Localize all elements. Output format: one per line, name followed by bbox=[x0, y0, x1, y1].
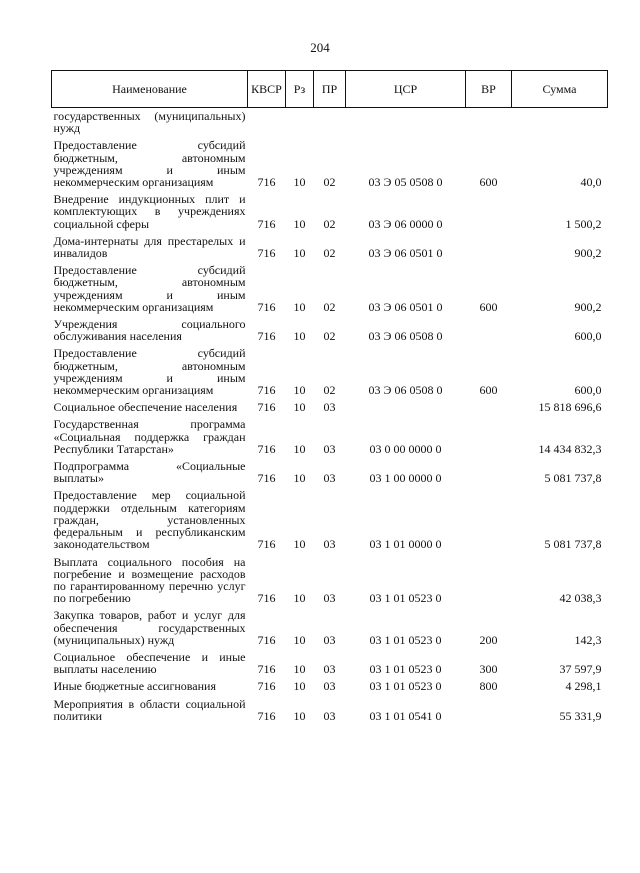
cell-sum: 14 434 832,3 bbox=[538, 441, 602, 456]
budget-table bbox=[51, 70, 608, 725]
cell-pr: 03 bbox=[323, 471, 336, 486]
cell-kvsr: 716 bbox=[257, 537, 276, 552]
cell-rz: 10 bbox=[293, 299, 306, 314]
cell-kvsr: 716 bbox=[257, 679, 276, 694]
cell-rz: 10 bbox=[293, 662, 306, 677]
cell-pr: 03 bbox=[323, 662, 336, 677]
cell-name: Социальное обеспечение и иные выплаты населению bbox=[53, 649, 246, 677]
cell-csr: 03 Э 06 0508 0 bbox=[368, 329, 443, 344]
cell-name: Предоставление мер социальной поддержки отдельным категориям граждан, установленных федеральным и республиканским законодательством bbox=[53, 488, 246, 552]
cell-name: Предоставление субсидий бюджетным, автономным учреждениям и иным некоммерческим организациям bbox=[53, 138, 246, 190]
cell-name: Дома-интернаты для престарелых и инвалидов bbox=[53, 233, 246, 261]
header-rz: Рз bbox=[286, 71, 314, 108]
cell-sum: 37 597,9 bbox=[559, 662, 602, 677]
cell-csr: 03 1 01 0541 0 bbox=[369, 708, 442, 723]
cell-rz: 10 bbox=[293, 175, 306, 190]
table-row bbox=[52, 316, 608, 345]
cell-pr: 02 bbox=[323, 299, 336, 314]
header-name: Наименование bbox=[52, 71, 248, 108]
cell-rz: 10 bbox=[293, 708, 306, 723]
table-row bbox=[52, 345, 608, 399]
cell-vr bbox=[466, 554, 512, 608]
table-row bbox=[52, 262, 608, 316]
header-vr: ВР bbox=[466, 71, 512, 108]
cell-sum: 15 818 696,6 bbox=[538, 400, 602, 415]
cell-rz: 10 bbox=[293, 591, 306, 606]
cell-pr: 02 bbox=[323, 175, 336, 190]
cell-name: государственных (муниципальных) нужд bbox=[53, 109, 246, 136]
table-row bbox=[52, 649, 608, 678]
cell-name: Государственная программа «Социальная поддержка граждан Республики Татарстан» bbox=[53, 417, 246, 456]
cell-csr: 03 Э 06 0508 0 bbox=[368, 383, 443, 398]
cell-sum: 40,0 bbox=[580, 175, 602, 190]
cell-vr: 600 bbox=[479, 383, 498, 398]
cell-csr: 03 1 01 0523 0 bbox=[369, 632, 442, 647]
cell-name: Иные бюджетные ассигнования bbox=[53, 679, 216, 694]
cell-rz: 10 bbox=[293, 632, 306, 647]
table-row bbox=[52, 233, 608, 262]
cell-kvsr: 716 bbox=[257, 471, 276, 486]
header-pr: ПР bbox=[314, 71, 346, 108]
cell-vr bbox=[466, 233, 512, 262]
table-row bbox=[52, 458, 608, 487]
cell-sum: 5 081 737,8 bbox=[544, 471, 602, 486]
cell-sum: 4 298,1 bbox=[565, 679, 602, 694]
cell-kvsr: 716 bbox=[257, 662, 276, 677]
header-kvsr: КВСР bbox=[248, 71, 286, 108]
table-row bbox=[52, 696, 608, 725]
cell-pr: 02 bbox=[323, 329, 336, 344]
cell-csr bbox=[346, 399, 466, 416]
cell-pr: 03 bbox=[323, 632, 336, 647]
cell-rz: 10 bbox=[293, 216, 306, 231]
header-sum: Сумма bbox=[512, 71, 608, 108]
cell-name: Предоставление субсидий бюджетным, автономным учреждениям и иным некоммерческим организациям bbox=[53, 263, 246, 314]
cell-kvsr: 716 bbox=[257, 329, 276, 344]
cell-vr bbox=[466, 316, 512, 345]
cell-kvsr: 716 bbox=[257, 632, 276, 647]
table-header-row bbox=[52, 71, 608, 108]
cell-kvsr: 716 bbox=[257, 591, 276, 606]
page-number: 204 bbox=[310, 40, 330, 55]
cell-vr bbox=[466, 458, 512, 487]
table-row bbox=[52, 416, 608, 458]
cell-csr: 03 Э 06 0501 0 bbox=[368, 246, 443, 261]
cell-vr bbox=[466, 416, 512, 458]
table-row bbox=[52, 487, 608, 553]
cell-name: Подпрограмма «Социальные выплаты» bbox=[53, 459, 246, 486]
cell-name: Внедрение индукционных плит и комплектующих в учреждениях социальной сферы bbox=[53, 192, 246, 231]
cell-name: Мероприятия в области социальной политики bbox=[53, 696, 246, 723]
cell-sum: 42 038,3 bbox=[559, 591, 602, 606]
cell-kvsr: 716 bbox=[257, 299, 276, 314]
cell-pr: 02 bbox=[323, 383, 336, 398]
cell-csr bbox=[346, 108, 466, 138]
cell-csr: 03 1 01 0000 0 bbox=[369, 537, 442, 552]
cell-kvsr: 716 bbox=[257, 216, 276, 231]
cell-rz: 10 bbox=[293, 400, 306, 415]
table-row bbox=[52, 137, 608, 191]
cell-pr: 03 bbox=[323, 400, 336, 415]
cell-csr: 03 1 01 0523 0 bbox=[369, 679, 442, 694]
cell-name: Учреждения социального обслуживания населения bbox=[53, 317, 246, 344]
cell-kvsr: 716 bbox=[257, 383, 276, 398]
cell-sum: 900,2 bbox=[574, 299, 602, 314]
cell-vr bbox=[466, 696, 512, 725]
table-row bbox=[52, 607, 608, 649]
cell-vr bbox=[466, 108, 512, 138]
cell-name: Выплата социального пособия на погребение и возмещение расходов по гарантированному перечню услуг по погребению bbox=[53, 554, 246, 606]
cell-sum bbox=[512, 108, 608, 138]
cell-vr: 600 bbox=[479, 299, 498, 314]
cell-vr bbox=[466, 399, 512, 416]
table-row bbox=[52, 399, 608, 416]
cell-csr: 03 1 01 0523 0 bbox=[369, 591, 442, 606]
cell-rz: 10 bbox=[293, 329, 306, 344]
cell-kvsr: 716 bbox=[257, 708, 276, 723]
cell-pr: 02 bbox=[323, 216, 336, 231]
cell-sum: 1 500,2 bbox=[565, 216, 602, 231]
cell-kvsr: 716 bbox=[257, 400, 276, 415]
cell-vr: 300 bbox=[479, 662, 498, 677]
cell-rz bbox=[286, 108, 314, 138]
cell-pr: 03 bbox=[323, 441, 336, 456]
cell-csr: 03 Э 06 0501 0 bbox=[368, 299, 443, 314]
table-row bbox=[52, 678, 608, 695]
cell-csr: 03 1 01 0523 0 bbox=[369, 662, 442, 677]
cell-kvsr: 716 bbox=[257, 246, 276, 261]
cell-csr: 03 0 00 0000 0 bbox=[369, 441, 442, 456]
header-csr: ЦСР bbox=[346, 71, 466, 108]
cell-pr: 02 bbox=[323, 246, 336, 261]
cell-csr: 03 Э 06 0000 0 bbox=[368, 216, 443, 231]
cell-csr: 03 Э 05 0508 0 bbox=[368, 175, 443, 190]
cell-kvsr: 716 bbox=[257, 441, 276, 456]
cell-vr: 600 bbox=[479, 175, 498, 190]
cell-vr: 200 bbox=[479, 632, 498, 647]
cell-rz: 10 bbox=[293, 246, 306, 261]
cell-pr: 03 bbox=[323, 708, 336, 723]
cell-vr bbox=[466, 191, 512, 233]
cell-sum: 55 331,9 bbox=[559, 708, 602, 723]
table-row bbox=[52, 108, 608, 138]
cell-sum: 142,3 bbox=[574, 632, 602, 647]
cell-rz: 10 bbox=[293, 441, 306, 456]
cell-name: Социальное обеспечение населения bbox=[53, 400, 238, 415]
cell-name: Предоставление субсидий бюджетным, автономным учреждениям и иным некоммерческим организациям bbox=[53, 346, 246, 398]
cell-rz: 10 bbox=[293, 679, 306, 694]
cell-rz: 10 bbox=[293, 471, 306, 486]
cell-sum: 600,0 bbox=[574, 383, 602, 398]
cell-vr bbox=[466, 487, 512, 553]
cell-kvsr bbox=[248, 108, 286, 138]
cell-pr: 03 bbox=[323, 679, 336, 694]
cell-pr: 03 bbox=[323, 591, 336, 606]
table-row bbox=[52, 191, 608, 233]
cell-pr: 03 bbox=[323, 537, 336, 552]
cell-name: Закупка товаров, работ и услуг для обеспечения государственных (муниципальных) нужд bbox=[53, 608, 246, 647]
cell-sum: 600,0 bbox=[574, 329, 602, 344]
cell-rz: 10 bbox=[293, 537, 306, 552]
cell-vr: 800 bbox=[479, 679, 498, 694]
cell-pr bbox=[314, 108, 346, 138]
table-row bbox=[52, 554, 608, 608]
cell-rz: 10 bbox=[293, 383, 306, 398]
cell-sum: 900,2 bbox=[574, 246, 602, 261]
cell-kvsr: 716 bbox=[257, 175, 276, 190]
cell-sum: 5 081 737,8 bbox=[544, 537, 602, 552]
cell-csr: 03 1 00 0000 0 bbox=[369, 471, 442, 486]
